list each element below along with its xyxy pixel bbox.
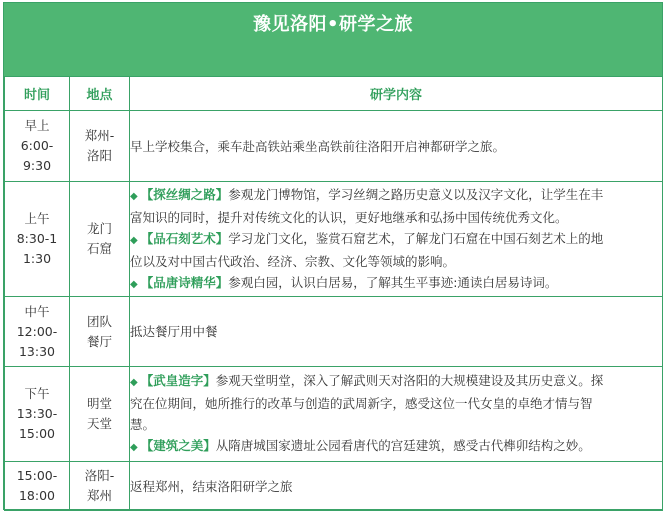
place-line: 洛阳-: [84, 468, 115, 483]
content-text: 参观天堂明堂，深入了解武则天对洛阳的大规模建设及其历史意义。探: [215, 373, 604, 388]
place-line: 龙门: [86, 221, 112, 236]
content-item: [130, 228, 662, 251]
content-cell: [130, 182, 663, 297]
header-time: 时间: [5, 77, 70, 111]
place-line: 天堂: [86, 416, 112, 431]
content-item: [130, 435, 662, 458]
itinerary-table: [4, 76, 663, 511]
content-text: 究在位期间，她所推行的改革与创造的武周新字，感受这位一代女皇的卓绝才情与智: [130, 396, 593, 411]
place-cell: [70, 367, 130, 462]
content-text: 从隋唐城国家遗址公园看唐代的宫廷建筑，感受古代榫卯结构之妙。: [215, 438, 591, 453]
time-line: 12:00-: [16, 323, 58, 339]
content-text: 返程郑州，结束洛阳研学之旅: [130, 478, 293, 494]
diamond-icon: ◆: [130, 234, 138, 246]
place-line: 团队: [86, 313, 112, 329]
time-line: 15:00-: [16, 468, 58, 483]
diamond-icon: ◆: [130, 377, 138, 388]
time-line: 下午: [24, 386, 50, 401]
content-tag: 【探丝绸之路】: [140, 186, 229, 202]
header-content: 研学内容: [130, 77, 663, 111]
place-line: 石窟: [86, 241, 112, 256]
time-cell: [5, 462, 70, 511]
time-line: 6:00-: [20, 138, 54, 153]
time-line: 18:00: [18, 488, 56, 503]
place-cell: [70, 111, 130, 182]
page-title: 豫见洛阳•研学之旅: [252, 14, 413, 35]
time-line: 早上: [24, 118, 50, 133]
content-text: 学习龙门文化，鉴赏石窟艺术，了解龙门石窟在中国石刻艺术上的地: [228, 230, 604, 246]
place-cell: [70, 462, 130, 511]
time-line: 1:30: [22, 251, 52, 266]
content-tag: 【武皇造字】: [140, 373, 216, 388]
content-item: [130, 370, 662, 393]
content-cell: [130, 462, 663, 511]
diamond-icon: ◆: [130, 442, 138, 453]
content-cell: [130, 297, 663, 367]
content-tag: 【建筑之美】: [140, 438, 216, 453]
diamond-icon: ◆: [130, 190, 138, 202]
content-tag: 【品石刻艺术】: [140, 230, 229, 246]
place-cell: [70, 182, 130, 297]
place-line: 明堂: [86, 396, 112, 411]
table-row: [5, 367, 663, 462]
table-header-row: [5, 77, 663, 111]
place-line: 餐厅: [86, 333, 112, 349]
content-text: 位以及对中国古代政治、经济、宗教、文化等领域的影响。: [130, 253, 456, 269]
content-item: [130, 184, 662, 207]
content-text: 参观白园，认识白居易，了解其生平事迹:通读白居易诗词。: [228, 274, 558, 290]
content-cell: [130, 111, 663, 182]
place-cell: [70, 297, 130, 367]
content-text: 参观龙门博物馆，学习丝绸之路历史意义以及汉字文化，让学生在丰: [228, 186, 604, 202]
table-row: [5, 462, 663, 511]
content-text: 抵达餐厅用中餐: [130, 324, 218, 339]
table-row: [5, 182, 663, 297]
time-line: 13:30-: [16, 406, 58, 421]
content-item: [130, 272, 662, 295]
content-cell: [130, 367, 663, 462]
time-line: 9:30: [22, 158, 52, 173]
time-cell: [5, 182, 70, 297]
place-line: 洛阳: [86, 148, 112, 163]
time-line: 13:30: [18, 343, 56, 359]
table-row: [5, 297, 663, 367]
time-line: 上午: [24, 211, 50, 226]
content-text: 早上学校集合，乘车赴高铁站乘坐高铁前往洛阳开启神都研学之旅。: [130, 138, 506, 154]
time-line: 15:00: [18, 426, 56, 441]
time-line: 中午: [24, 303, 50, 319]
header-place: 地点: [70, 77, 130, 111]
time-line: 8:30-1: [16, 231, 58, 246]
title-banner: [4, 3, 662, 76]
table-row: [5, 111, 663, 182]
time-cell: [5, 297, 70, 367]
place-line: 郑州-: [84, 128, 115, 143]
time-cell: [5, 367, 70, 462]
place-line: 郑州: [86, 488, 112, 503]
content-tag: 【品唐诗精华】: [140, 274, 229, 290]
time-cell: [5, 111, 70, 182]
content-text: 富知识的同时，提升对传统文化的认识，更好地继承和弘扬中国传统优秀文化。: [130, 209, 568, 225]
content-text: 慧。: [130, 417, 156, 432]
diamond-icon: ◆: [130, 278, 138, 290]
